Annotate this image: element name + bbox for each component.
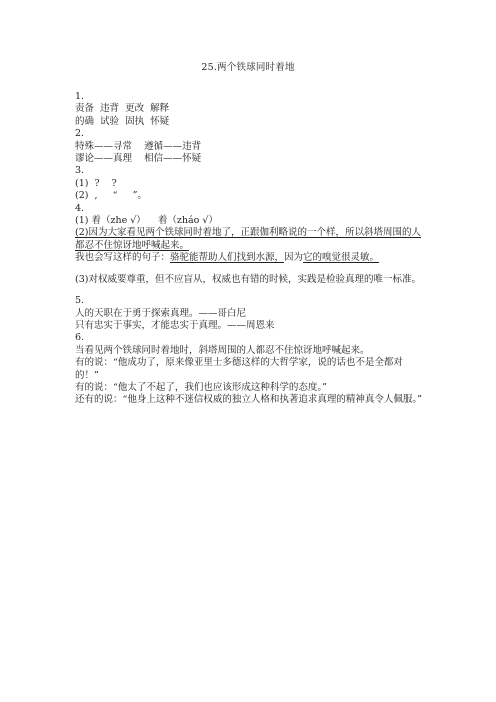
answer-line: (1) ? ? <box>75 177 117 189</box>
answer-paragraph: 当看见两个铁球同时着地时，斜塔周围的人都忍不住惊讶地呼喊起来。 <box>75 344 370 356</box>
page-title: 25.两个铁球同时着地 <box>201 62 295 73</box>
question-number-2: 2. <box>75 128 85 140</box>
example-sentence <box>75 252 425 264</box>
answer-line: 责备 违背 更改 解释 <box>75 103 170 115</box>
answer-paragraph: (3)对权威要尊重，但不应盲从，权威也有错的时候，实践是检验真理的唯一标准。 <box>75 273 421 285</box>
question-number-1: 1. <box>75 91 85 102</box>
quote-line: 人的天职在于勇于探索真理。——哥白尼 <box>75 307 247 319</box>
answer-line: (1) 着（zhe √） 着（zháo √） <box>75 215 218 227</box>
answer-paragraph: 有的说：“他成功了，原来像亚里士多德这样的大哲学家，说的话也不是全都对的！” <box>75 357 403 381</box>
quote-line: 只有忠实于事实，才能忠实于真理。——周恩来 <box>75 319 275 331</box>
answer-line: 特殊——寻常 遵循——违背 <box>75 140 202 152</box>
answer-content <box>75 91 425 407</box>
example-clause-2: 它的嗅觉很灵敏。 <box>303 252 380 264</box>
answer-line: 的确 试验 固执 怀疑 <box>75 115 170 127</box>
answer-paragraph-underlined: (2)因为大家看见两个铁球同时着地了，正跟伽利略说的一个样，所以斜塔周围的人都忍不住惊讶地呼喊起来。 <box>75 227 421 251</box>
question-number-5: 5. <box>75 295 85 307</box>
example-prefix: 我也会写这样的句子： <box>75 252 171 264</box>
answer-line: (2) , “ ”。 <box>75 190 147 202</box>
question-number-6: 6. <box>75 332 85 344</box>
example-connector: 因为 <box>284 252 304 264</box>
question-number-3: 3. <box>75 165 85 177</box>
question-number-4: 4. <box>75 202 85 214</box>
example-clause-1: 骆驼能帮助人们找到水源， <box>170 252 285 264</box>
answer-line: 谬论——真理 相信——怀疑 <box>75 153 202 165</box>
answer-paragraph: 有的说：“他太了不起了，我们也应该形成这种科学的态度。” <box>75 381 327 393</box>
answer-paragraph: 还有的说：“他身上这种不迷信权威的独立人格和执著追求真理的精神真令人佩服。” <box>75 394 422 406</box>
